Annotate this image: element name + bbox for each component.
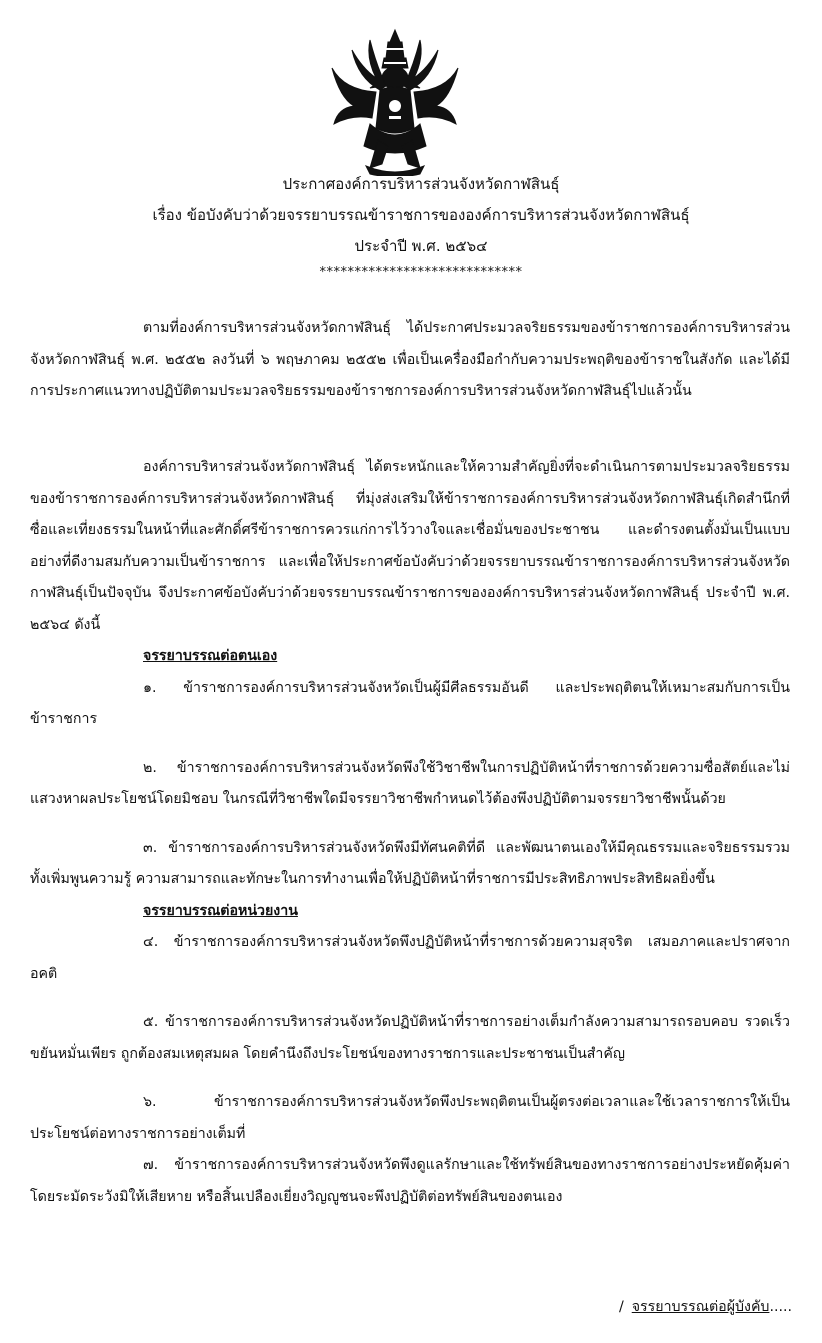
clause-3: ๓. ข้าราชการองค์การบริหารส่วนจังหวัดพึงมีทัศนคติที่ดี และพัฒนาตนเองให้มีคุณธรรมและจริยธรรมรวมทั้งเพิ่มพูนความรู้ ความสามารถและทักษะในการทำงานเพื่อให้ปฏิบัติหน้าที่ราชการมีประสิทธิภาพประสิทธิผลยิ่งขึ้น — [30, 839, 790, 887]
separator-line: ***************************** — [319, 265, 523, 280]
clause-4: ๔. ข้าราชการองค์การบริหารส่วนจังหวัดพึงปฏิบัติหน้าที่ราชการด้วยความสุจริต เสมอภาคและปราศจากอคติ — [30, 934, 790, 982]
document-year: ประจำปี พ.ศ. ๒๕๖๔ — [354, 237, 488, 255]
paragraph-declaration: องค์การบริหารส่วนจังหวัดกาฬสินธุ์ ได้ตระหนักและให้ความสำคัญยิ่งที่จะดำเนินการตามประมวลจริยธรรมของข้าราชการองค์การบริหารส่วนจังหวัดกาฬสินธุ์ ที่มุ่งส่งเสริมให้ข้าราชการองค์การบริหารส่วนจังหวัดกาฬสินธุ์เกิดสำนึกที่ซื่อและเที่ยงธรรมในหน้าที่และศักดิ์ศรีข้าราชการควรแก่การไว้วางใจและเชื่อมั่นของประชาชน และดำรงตนตั้งมั่นเป็นแบบอย่างที่ดีงามสมกับความเป็นข้าราชการ และเพื่อให้ประกาศข้อบังคับว่าด้วยจรรยาบรรณข้าราชการองค์การบริหารส่วนจังหวัดกาฬสินธุ์เป็นปัจจุบัน จึงประกาศข้อบังคับว่าด้วยจรรยาบรรณข้าราชการขององค์การบริหารส่วนจังหวัดกาฬสินธุ์ ประจำปี พ.ศ. ๒๕๖๔ ดังนี้ — [30, 459, 790, 633]
continuation-dots: ..... — [769, 1299, 792, 1315]
spacer — [30, 736, 790, 753]
spacer — [30, 816, 790, 833]
garuda-emblem-icon — [330, 28, 460, 176]
document-title: ประกาศองค์การบริหารส่วนจังหวัดกาฬสินธุ์ — [282, 175, 560, 193]
document-subject: เรื่อง ข้อบังคับว่าด้วยจรรยาบรรณข้าราชการขององค์การบริหารส่วนจังหวัดกาฬสินธุ์ — [152, 206, 690, 224]
clause-6: ๖. ข้าราชการองค์การบริหารส่วนจังหวัดพึงประพฤติตนเป็นผู้ตรงต่อเวลาและใช้เวลาราชการให้เป็นประโยชน์ต่อทางราชการอย่างเต็มที่ — [30, 1094, 790, 1142]
continuation-slash: / — [618, 1299, 624, 1315]
body-text-block-2 — [30, 452, 790, 1213]
clause-5: ๕. ข้าราชการองค์การบริหารส่วนจังหวัดปฏิบัติหน้าที่ราชการอย่างเต็มกำลังความสามารถรอบคอบ รวดเร็ว ขยันหมั่นเพียร ถูกต้องสมเหตุสมผล โดยคำนึงถึงประโยชน์ของทางราชการและประชาชนเป็นสำคัญ — [30, 1014, 790, 1062]
spacer — [30, 990, 790, 1007]
paragraph-preamble: ตามที่องค์การบริหารส่วนจังหวัดกาฬสินธุ์ ได้ประกาศประมวลจริยธรรมของข้าราชการองค์การบริหารส่วนจังหวัดกาฬสินธุ์ พ.ศ. ๒๕๕๒ ลงวันที่ ๖ พฤษภาคม ๒๕๕๒ เพื่อเป็นเครื่องมือกำกับความประพฤติของข้าราชในสังกัด และได้มีการประกาศแนวทางปฏิบัติตามประมวลจริยธรรมของข้าราชการองค์การบริหารส่วนจังหวัดกาฬสินธุ์ไปแล้วนั้น — [30, 320, 790, 399]
clause-1: ๑. ข้าราชการองค์การบริหารส่วนจังหวัดเป็นผู้มีศีลธรรมอันดี และประพฤติตนให้เหมาะสมกับการเป็นข้าราชการ — [30, 679, 790, 727]
section-heading-self: จรรยาบรรณต่อตนเอง — [143, 648, 278, 664]
continuation-heading: จรรยาบรรณต่อผู้บังคับ — [631, 1299, 770, 1315]
clause-2: ๒. ข้าราชการองค์การบริหารส่วนจังหวัดพึงใช้วิชาชีพในการปฏิบัติหน้าที่ราชการด้วยความซื่อสัตย์และไม่แสวงหาผลประโยชน์โดยมิชอบ ในกรณีที่วิชาชีพใดมีจรรยาวิชาชีพกำหนดไว้ต้องพึงปฏิบัติตามจรรยาวิชาชีพนั้นด้วย — [30, 759, 790, 807]
clause-7: ๗. ข้าราชการองค์การบริหารส่วนจังหวัดพึงดูแลรักษาและใช้ทรัพย์สินของทางราชการอย่างประหยัดคุ้มค่า โดยระมัดระวังมิให้เสียหาย หรือสิ้นเปลืองเยี่ยงวิญญูชนจะพึงปฏิบัติต่อทรัพย์สินของตนเอง — [30, 1157, 790, 1205]
body-text-block-1 — [30, 313, 790, 408]
continuation-note — [619, 1296, 792, 1318]
section-heading-agency: จรรยาบรรณต่อหน่วยงาน — [143, 902, 298, 919]
spacer — [30, 1070, 790, 1087]
